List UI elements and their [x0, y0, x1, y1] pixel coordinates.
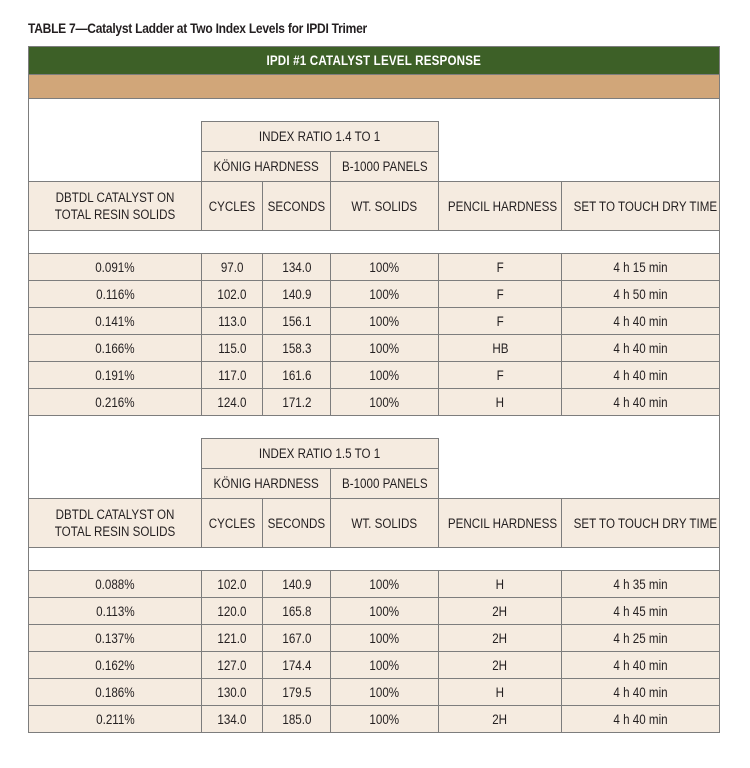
seconds-cell-text: 140.9: [281, 286, 312, 302]
cycles-column-header-text: CYCLES: [208, 198, 256, 214]
cycles-cell-text: 127.0: [217, 657, 247, 673]
seconds-cell: [263, 679, 331, 706]
catalyst-cell: [29, 679, 202, 706]
pencil-hardness-cell: [439, 281, 562, 308]
catalyst-cell-text: 0.166%: [95, 340, 135, 356]
cycles-cell: [202, 652, 263, 679]
dry-time-cell-text: 4 h 40 min: [613, 367, 668, 383]
pencil-hardness-cell-text: 2H: [492, 630, 508, 646]
cycles-cell-text: 102.0: [217, 576, 247, 592]
pencil-hardness-cell: [439, 679, 562, 706]
pencil-hardness-cell: [439, 335, 562, 362]
cycles-cell-text: 113.0: [217, 313, 247, 329]
catalyst-cell: [29, 308, 202, 335]
seconds-cell: [263, 254, 331, 281]
seconds-column-header: [263, 499, 331, 548]
pencil-hardness-column-header: [439, 499, 562, 548]
seconds-cell: [263, 625, 331, 652]
dry-time-cell-text: 4 h 40 min: [613, 313, 668, 329]
seconds-cell: [263, 281, 331, 308]
wt-solids-cell: [331, 281, 439, 308]
index-ratio-label-text: INDEX RATIO 1.5 TO 1: [259, 446, 381, 461]
catalyst-column-header-text-line2: TOTAL RESIN SOLIDS: [54, 524, 176, 539]
pencil-hardness-cell: [439, 571, 562, 598]
blank-cell: [439, 152, 720, 182]
dry-time-column-header-text: SET TO TOUCH DRY TIME: [573, 198, 718, 214]
dry-time-cell: [562, 254, 720, 281]
catalyst-column-header-text: DBTDL CATALYST ON: [55, 190, 175, 205]
table-row: [29, 706, 720, 733]
cycles-cell: [202, 254, 263, 281]
wt-solids-cell: [331, 652, 439, 679]
wt-solids-cell-text: 100%: [369, 711, 400, 727]
seconds-cell: [263, 706, 331, 733]
catalyst-cell: [29, 706, 202, 733]
pencil-hardness-cell-text: H: [495, 684, 505, 700]
cycles-cell: [202, 625, 263, 652]
seconds-cell: [263, 389, 331, 416]
table-row: [29, 571, 720, 598]
cycles-cell: [202, 362, 263, 389]
blank-cell: [29, 152, 202, 182]
wt-solids-cell-text: 100%: [369, 657, 400, 673]
wt-solids-cell-text: 100%: [369, 576, 400, 592]
subheader-row: [29, 469, 720, 499]
wt-solids-cell-text: 100%: [369, 367, 400, 383]
pencil-hardness-cell: [439, 254, 562, 281]
dry-time-cell-text: 4 h 45 min: [613, 603, 668, 619]
konig-hardness-header-text: KÖNIG HARDNESS: [213, 476, 319, 491]
catalyst-column-header-text: DBTDL CATALYST ON: [55, 507, 175, 522]
pencil-hardness-cell-text: 2H: [492, 603, 508, 619]
wt-solids-cell-text: 100%: [369, 630, 400, 646]
cycles-cell: [202, 308, 263, 335]
blank-cell: [29, 469, 202, 499]
cycles-cell: [202, 706, 263, 733]
table-row: [29, 625, 720, 652]
dry-time-cell: [562, 598, 720, 625]
section-spacer: [29, 99, 720, 122]
pencil-hardness-column-header-text: PENCIL HARDNESS: [447, 198, 558, 214]
pencil-hardness-cell: [439, 625, 562, 652]
catalyst-cell-text: 0.088%: [95, 576, 135, 592]
wt-solids-column-header: [331, 182, 439, 231]
pencil-hardness-cell-text: F: [496, 286, 504, 302]
wt-solids-cell-text: 100%: [369, 340, 400, 356]
cycles-cell: [202, 679, 263, 706]
pencil-hardness-cell-text: HB: [491, 340, 509, 356]
konig-hardness-header: [202, 152, 331, 182]
spacer-cell: [29, 416, 720, 439]
dry-time-cell-text: 4 h 40 min: [613, 394, 668, 410]
pencil-hardness-cell-text: F: [496, 367, 504, 383]
catalyst-cell: [29, 389, 202, 416]
pencil-hardness-cell-text: H: [495, 576, 505, 592]
dry-time-cell-text: 4 h 15 min: [613, 259, 668, 275]
tan-band: [29, 75, 720, 99]
pencil-hardness-cell-text: H: [495, 394, 505, 410]
b1000-panels-header: [331, 152, 439, 182]
blank-cell: [439, 469, 720, 499]
seconds-cell: [263, 652, 331, 679]
dry-time-cell: [562, 362, 720, 389]
blank-cell: [439, 122, 720, 152]
cycles-column-header-text: CYCLES: [208, 515, 256, 531]
catalyst-cell-text: 0.141%: [95, 313, 135, 329]
catalyst-cell: [29, 652, 202, 679]
empty-row: [29, 548, 720, 571]
seconds-cell-text: 171.2: [281, 394, 312, 410]
wt-solids-cell: [331, 362, 439, 389]
seconds-cell-text: 179.5: [281, 684, 312, 700]
seconds-cell-text: 165.8: [281, 603, 312, 619]
seconds-cell-text: 140.9: [281, 576, 312, 592]
b1000-panels-header: [331, 469, 439, 499]
seconds-cell: [263, 571, 331, 598]
cycles-cell: [202, 389, 263, 416]
seconds-cell: [263, 598, 331, 625]
index-ratio-label: [202, 439, 439, 469]
catalyst-cell: [29, 571, 202, 598]
pencil-hardness-cell: [439, 308, 562, 335]
cycles-cell: [202, 571, 263, 598]
cycles-cell: [202, 281, 263, 308]
index-ratio-label: [202, 122, 439, 152]
table-row: [29, 281, 720, 308]
catalyst-column-header-text-line2: TOTAL RESIN SOLIDS: [54, 207, 176, 222]
dry-time-cell-text: 4 h 25 min: [613, 630, 668, 646]
dry-time-column-header-text: SET TO TOUCH DRY TIME: [573, 515, 718, 531]
column-header-row: [29, 499, 720, 548]
wt-solids-cell: [331, 625, 439, 652]
catalyst-cell: [29, 254, 202, 281]
seconds-column-header-text: SECONDS: [267, 515, 326, 531]
pencil-hardness-cell-text: 2H: [492, 711, 508, 727]
catalyst-cell-text: 0.162%: [95, 657, 135, 673]
wt-solids-column-header-text: WT. SOLIDS: [351, 198, 418, 214]
catalyst-ladder-table: [28, 46, 720, 733]
banner-title: IPDI #1 CATALYST LEVEL RESPONSE: [29, 47, 720, 75]
dry-time-cell-text: 4 h 35 min: [613, 576, 668, 592]
dry-time-cell: [562, 571, 720, 598]
catalyst-cell-text: 0.116%: [95, 286, 135, 302]
wt-solids-cell-text: 100%: [369, 259, 400, 275]
seconds-cell-text: 167.0: [281, 630, 312, 646]
dry-time-column-header: [562, 499, 720, 548]
wt-solids-cell: [331, 335, 439, 362]
b1000-panels-header-text: B-1000 PANELS: [341, 476, 428, 491]
cycles-cell-text: 102.0: [217, 286, 247, 302]
konig-hardness-header: [202, 469, 331, 499]
blank-cell: [29, 439, 202, 469]
cycles-cell-text: 124.0: [217, 394, 247, 410]
index-ratio-row: [29, 122, 720, 152]
blank-cell: [439, 439, 720, 469]
pencil-hardness-column-header-text: PENCIL HARDNESS: [447, 515, 558, 531]
seconds-cell: [263, 335, 331, 362]
seconds-cell: [263, 308, 331, 335]
seconds-cell-text: 158.3: [281, 340, 312, 356]
catalyst-cell-text: 0.113%: [95, 603, 135, 619]
empty-cell: [29, 231, 720, 254]
wt-solids-cell: [331, 706, 439, 733]
table-caption: TABLE 7—Catalyst Ladder at Two Index Levels for IPDI Trimer: [28, 20, 367, 36]
pencil-hardness-cell: [439, 652, 562, 679]
catalyst-cell: [29, 625, 202, 652]
catalyst-cell-text: 0.186%: [95, 684, 135, 700]
table-row: [29, 308, 720, 335]
catalyst-cell: [29, 598, 202, 625]
pencil-hardness-cell: [439, 362, 562, 389]
dry-time-cell-text: 4 h 40 min: [613, 657, 668, 673]
dry-time-cell-text: 4 h 40 min: [613, 684, 668, 700]
dry-time-cell: [562, 308, 720, 335]
table-row: [29, 679, 720, 706]
cycles-cell-text: 130.0: [217, 684, 247, 700]
index-ratio-label-text: INDEX RATIO 1.4 TO 1: [259, 129, 381, 144]
empty-row: [29, 231, 720, 254]
table-row: [29, 335, 720, 362]
cycles-cell-text: 115.0: [217, 340, 247, 356]
seconds-cell-text: 185.0: [281, 711, 312, 727]
cycles-cell-text: 97.0: [220, 259, 244, 275]
wt-solids-cell-text: 100%: [369, 394, 400, 410]
dry-time-cell: [562, 335, 720, 362]
cycles-column-header: [202, 499, 263, 548]
konig-hardness-header-text: KÖNIG HARDNESS: [213, 159, 319, 174]
table-row: [29, 254, 720, 281]
dry-time-cell-text: 4 h 50 min: [613, 286, 668, 302]
wt-solids-cell: [331, 679, 439, 706]
cycles-cell-text: 121.0: [217, 630, 247, 646]
table-row: [29, 389, 720, 416]
catalyst-cell-text: 0.091%: [95, 259, 135, 275]
pencil-hardness-cell: [439, 706, 562, 733]
dry-time-cell-text: 4 h 40 min: [613, 340, 668, 356]
cycles-cell-text: 120.0: [217, 603, 247, 619]
banner-row: [29, 47, 720, 75]
wt-solids-cell: [331, 598, 439, 625]
dry-time-cell: [562, 389, 720, 416]
pencil-hardness-cell-text: F: [496, 259, 504, 275]
catalyst-cell: [29, 281, 202, 308]
wt-solids-column-header: [331, 499, 439, 548]
spacer-cell: [29, 99, 720, 122]
pencil-hardness-cell-text: F: [496, 313, 504, 329]
table-row: [29, 598, 720, 625]
wt-solids-cell: [331, 254, 439, 281]
pencil-hardness-cell: [439, 598, 562, 625]
b1000-panels-header-text: B-1000 PANELS: [341, 159, 428, 174]
wt-solids-column-header-text: WT. SOLIDS: [351, 515, 418, 531]
cycles-cell: [202, 598, 263, 625]
wt-solids-cell-text: 100%: [369, 313, 400, 329]
seconds-cell: [263, 362, 331, 389]
seconds-column-header-text: SECONDS: [267, 198, 326, 214]
dry-time-cell: [562, 281, 720, 308]
seconds-column-header: [263, 182, 331, 231]
wt-solids-cell: [331, 389, 439, 416]
dry-time-cell: [562, 652, 720, 679]
dry-time-cell: [562, 679, 720, 706]
empty-cell: [29, 548, 720, 571]
catalyst-cell: [29, 362, 202, 389]
wt-solids-cell: [331, 571, 439, 598]
catalyst-cell: [29, 335, 202, 362]
catalyst-column-header: [29, 499, 202, 548]
catalyst-column-header: [29, 182, 202, 231]
cycles-cell: [202, 335, 263, 362]
catalyst-cell-text: 0.211%: [95, 711, 135, 727]
column-header-row: [29, 182, 720, 231]
section-spacer: [29, 416, 720, 439]
wt-solids-cell-text: 100%: [369, 603, 400, 619]
blank-cell: [29, 122, 202, 152]
table-row: [29, 652, 720, 679]
dry-time-cell: [562, 625, 720, 652]
seconds-cell-text: 156.1: [281, 313, 312, 329]
catalyst-cell-text: 0.216%: [95, 394, 135, 410]
table-row: [29, 362, 720, 389]
catalyst-cell-text: 0.137%: [95, 630, 135, 646]
pencil-hardness-cell: [439, 389, 562, 416]
pencil-hardness-column-header: [439, 182, 562, 231]
cycles-cell-text: 117.0: [217, 367, 247, 383]
seconds-cell-text: 161.6: [281, 367, 312, 383]
pencil-hardness-cell-text: 2H: [492, 657, 508, 673]
dry-time-cell: [562, 706, 720, 733]
wt-solids-cell-text: 100%: [369, 286, 400, 302]
dry-time-column-header: [562, 182, 720, 231]
wt-solids-cell-text: 100%: [369, 684, 400, 700]
cycles-cell-text: 134.0: [217, 711, 247, 727]
seconds-cell-text: 174.4: [281, 657, 312, 673]
catalyst-cell-text: 0.191%: [95, 367, 135, 383]
subheader-row: [29, 152, 720, 182]
wt-solids-cell: [331, 308, 439, 335]
cycles-column-header: [202, 182, 263, 231]
dry-time-cell-text: 4 h 40 min: [613, 711, 668, 727]
index-ratio-row: [29, 439, 720, 469]
seconds-cell-text: 134.0: [281, 259, 312, 275]
